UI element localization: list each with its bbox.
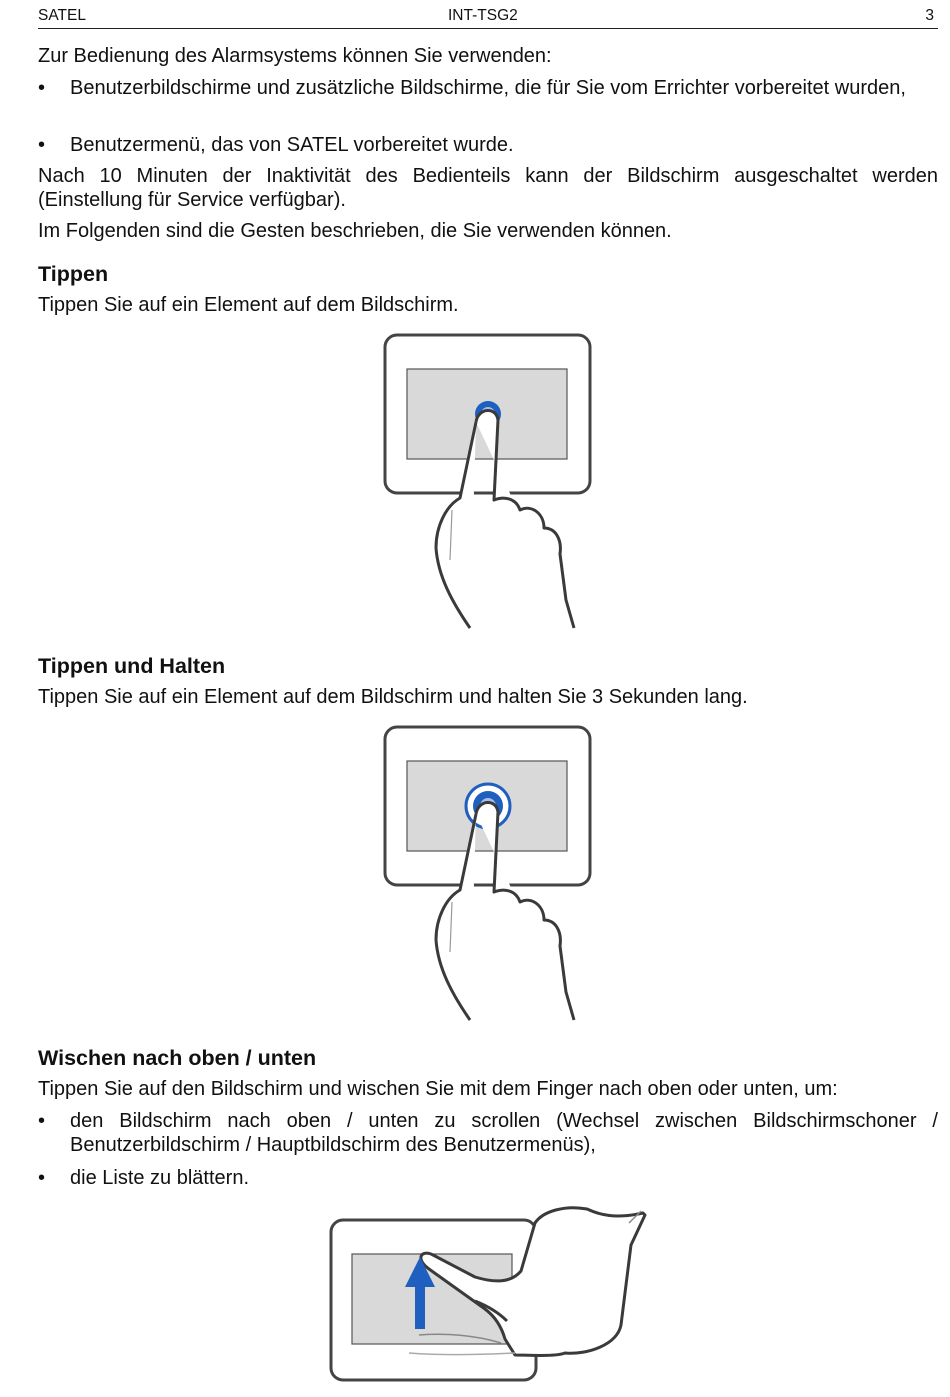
inactivity-note: Nach 10 Minuten der Inaktivität des Bedienteils kann der Bildschirm ausgeschaltet werden (Einstellung für Service verfügbar). xyxy=(38,165,938,211)
section-desc-swipe: Tippen Sie auf den Bildschirm und wischen Sie mit dem Finger nach oben oder unten, um: xyxy=(38,1078,838,1100)
section-title-swipe: Wischen nach oben / unten xyxy=(38,1046,317,1070)
header-page-number: 3 xyxy=(925,7,934,24)
tap-hold-gesture-figure xyxy=(380,722,600,1022)
page-header xyxy=(38,6,938,29)
intro-bullet-text: Benutzerbildschirme und zusätzliche Bildschirme, die für Sie vom Errichter vorbereitet wurden, xyxy=(70,77,906,99)
section-title-tap-hold: Tippen und Halten xyxy=(38,654,226,678)
gestures-intro: Im Folgenden sind die Gesten beschrieben, die Sie verwenden können. xyxy=(38,220,672,242)
intro-bullet-text: Benutzermenü, das von SATEL vorbereitet wurde. xyxy=(70,134,514,156)
intro-paragraph: Zur Bedienung des Alarmsystems können Sie verwenden: xyxy=(38,45,552,67)
swipe-arrow-shaft xyxy=(415,1283,425,1329)
bullet-dot: • xyxy=(38,1110,46,1132)
bullet-dot: • xyxy=(38,134,46,156)
swipe-gesture-figure xyxy=(325,1205,655,1390)
swipe-bullet-text: den Bildschirm nach oben / unten zu scrollen (Wechsel zwischen Bildschirmschoner / Benutzerbildschirm / Hauptbildschirm des Benutzermenüs), xyxy=(70,1110,938,1156)
swipe-bullet-text: die Liste zu blättern. xyxy=(70,1167,249,1189)
section-title-tap: Tippen xyxy=(38,262,109,286)
header-model: INT-TSG2 xyxy=(448,7,518,24)
bullet-dot: • xyxy=(38,1167,46,1189)
header-brand: SATEL xyxy=(38,7,86,24)
section-desc-tap-hold: Tippen Sie auf ein Element auf dem Bildschirm und halten Sie 3 Sekunden lang. xyxy=(38,686,748,708)
section-desc-tap: Tippen Sie auf ein Element auf dem Bildschirm. xyxy=(38,294,459,316)
tap-gesture-figure xyxy=(380,330,600,630)
bullet-dot: • xyxy=(38,77,46,99)
